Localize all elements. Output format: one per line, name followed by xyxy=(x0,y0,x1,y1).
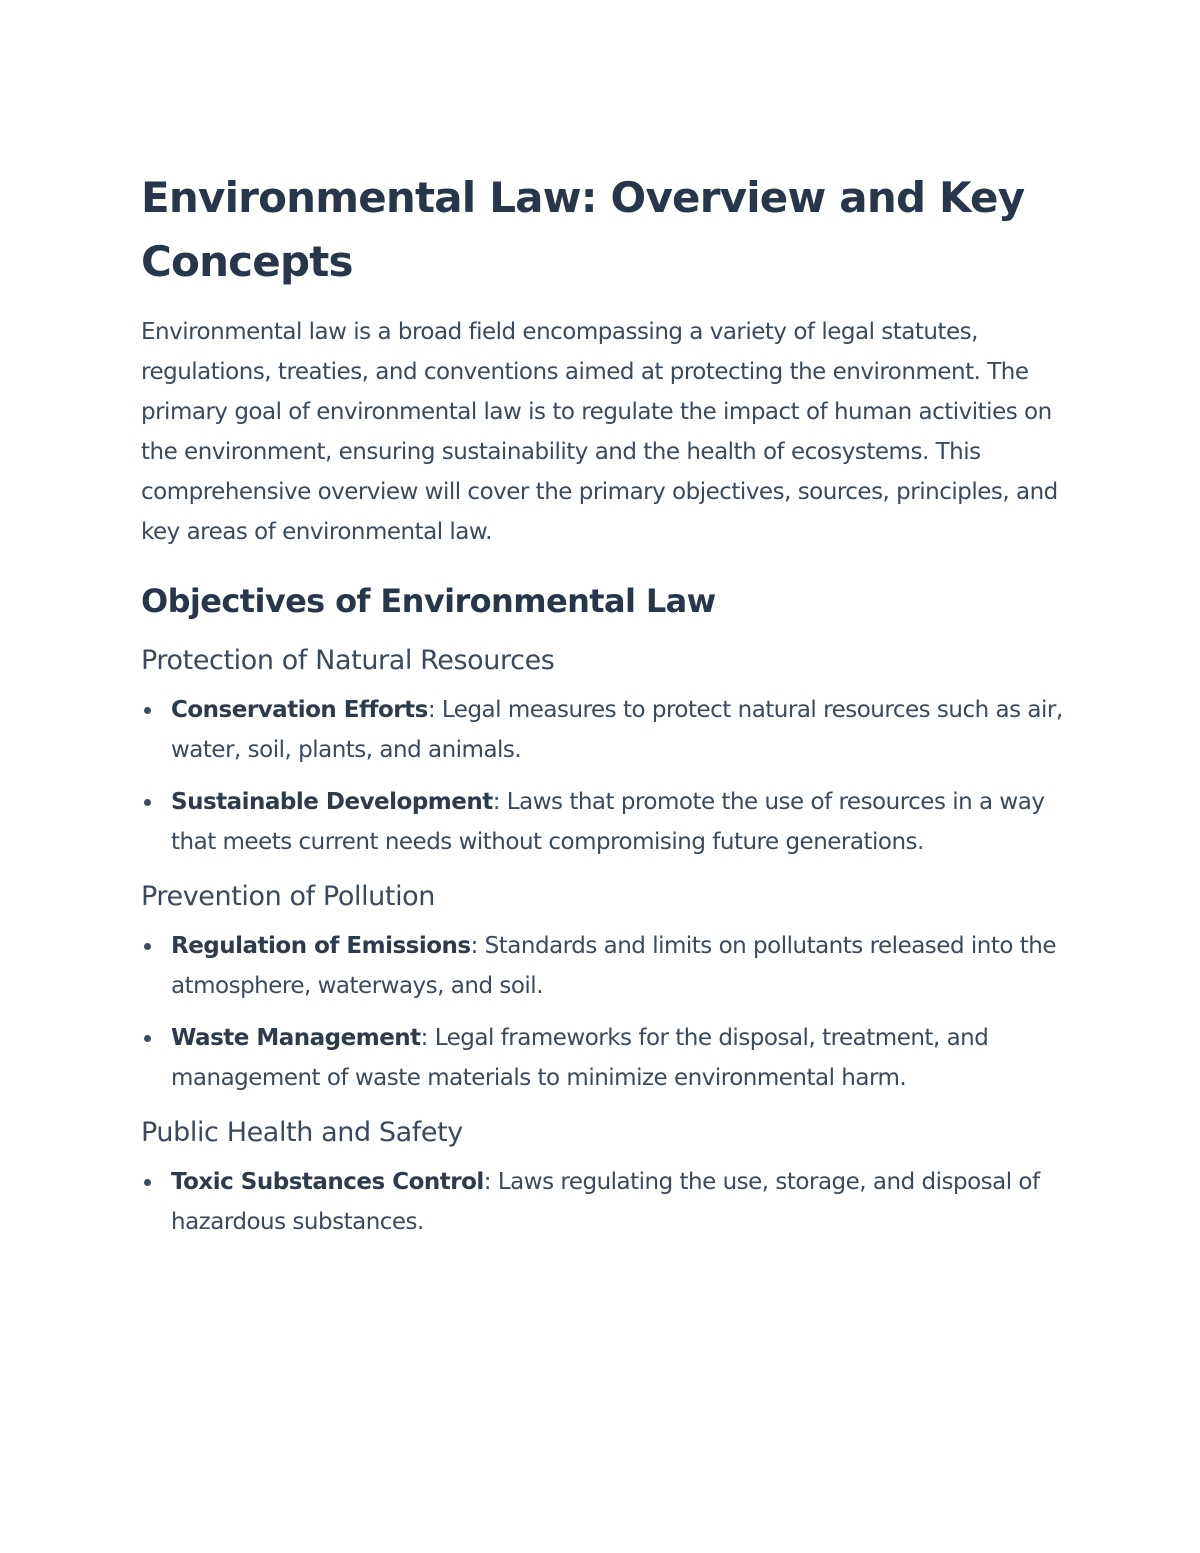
bullet-icon xyxy=(144,1035,151,1042)
subsection-heading-natural-resources: Protection of Natural Resources xyxy=(141,645,555,676)
subsection-heading-pollution: Prevention of Pollution xyxy=(141,881,436,912)
list-item-term: Toxic Substances Control xyxy=(171,1169,484,1195)
section-heading: Objectives of Environmental Law xyxy=(141,582,716,620)
list-item-text: : Laws regulating the use, storage, and disposal of hazardous substances. xyxy=(171,1169,1040,1235)
list-item-term: Regulation of Emissions xyxy=(171,933,471,959)
document-title: Environmental Law: Overview and Key Concepts xyxy=(141,173,1025,286)
list-item-text: : Legal frameworks for the disposal, treatment, and management of waste materials to minimize environmental harm. xyxy=(171,1025,989,1091)
list-item xyxy=(141,690,1066,770)
intro-paragraph: Environmental law is a broad field encompassing a variety of legal statutes, regulations, treaties, and conventions aimed at protecting the environment. The primary goal of environmental law is to regulate the impact of human activities on the environment, ensuring sustainability and the health of ecosystems. This comprehensive overview will cover the primary objectives, sources, principles, and key areas of environmental law. xyxy=(141,319,1058,545)
list-item-term: Sustainable Development xyxy=(171,789,493,815)
list-item-term: Waste Management xyxy=(171,1025,421,1051)
bullet-icon xyxy=(144,799,151,806)
list-item xyxy=(141,1162,1066,1242)
bullet-icon xyxy=(144,707,151,714)
list-item-text: : Laws that promote the use of resources in a way that meets current needs without compromising future generations. xyxy=(171,789,1045,855)
list-item xyxy=(141,926,1066,1006)
list-item xyxy=(141,782,1066,862)
document-page xyxy=(141,166,1066,1254)
bullet-icon xyxy=(144,1179,151,1186)
bullet-list-public-health xyxy=(141,1162,1066,1242)
subsection-heading-public-health: Public Health and Safety xyxy=(141,1117,463,1148)
list-item-text: : Standards and limits on pollutants released into the atmosphere, waterways, and soil. xyxy=(171,933,1056,999)
bullet-list-pollution xyxy=(141,926,1066,1098)
bullet-icon xyxy=(144,943,151,950)
list-item-term: Conservation Efforts xyxy=(171,697,428,723)
bullet-list-natural-resources xyxy=(141,690,1066,862)
list-item xyxy=(141,1018,1066,1098)
list-item-text: : Legal measures to protect natural resources such as air, water, soil, plants, and animals. xyxy=(171,697,1063,763)
